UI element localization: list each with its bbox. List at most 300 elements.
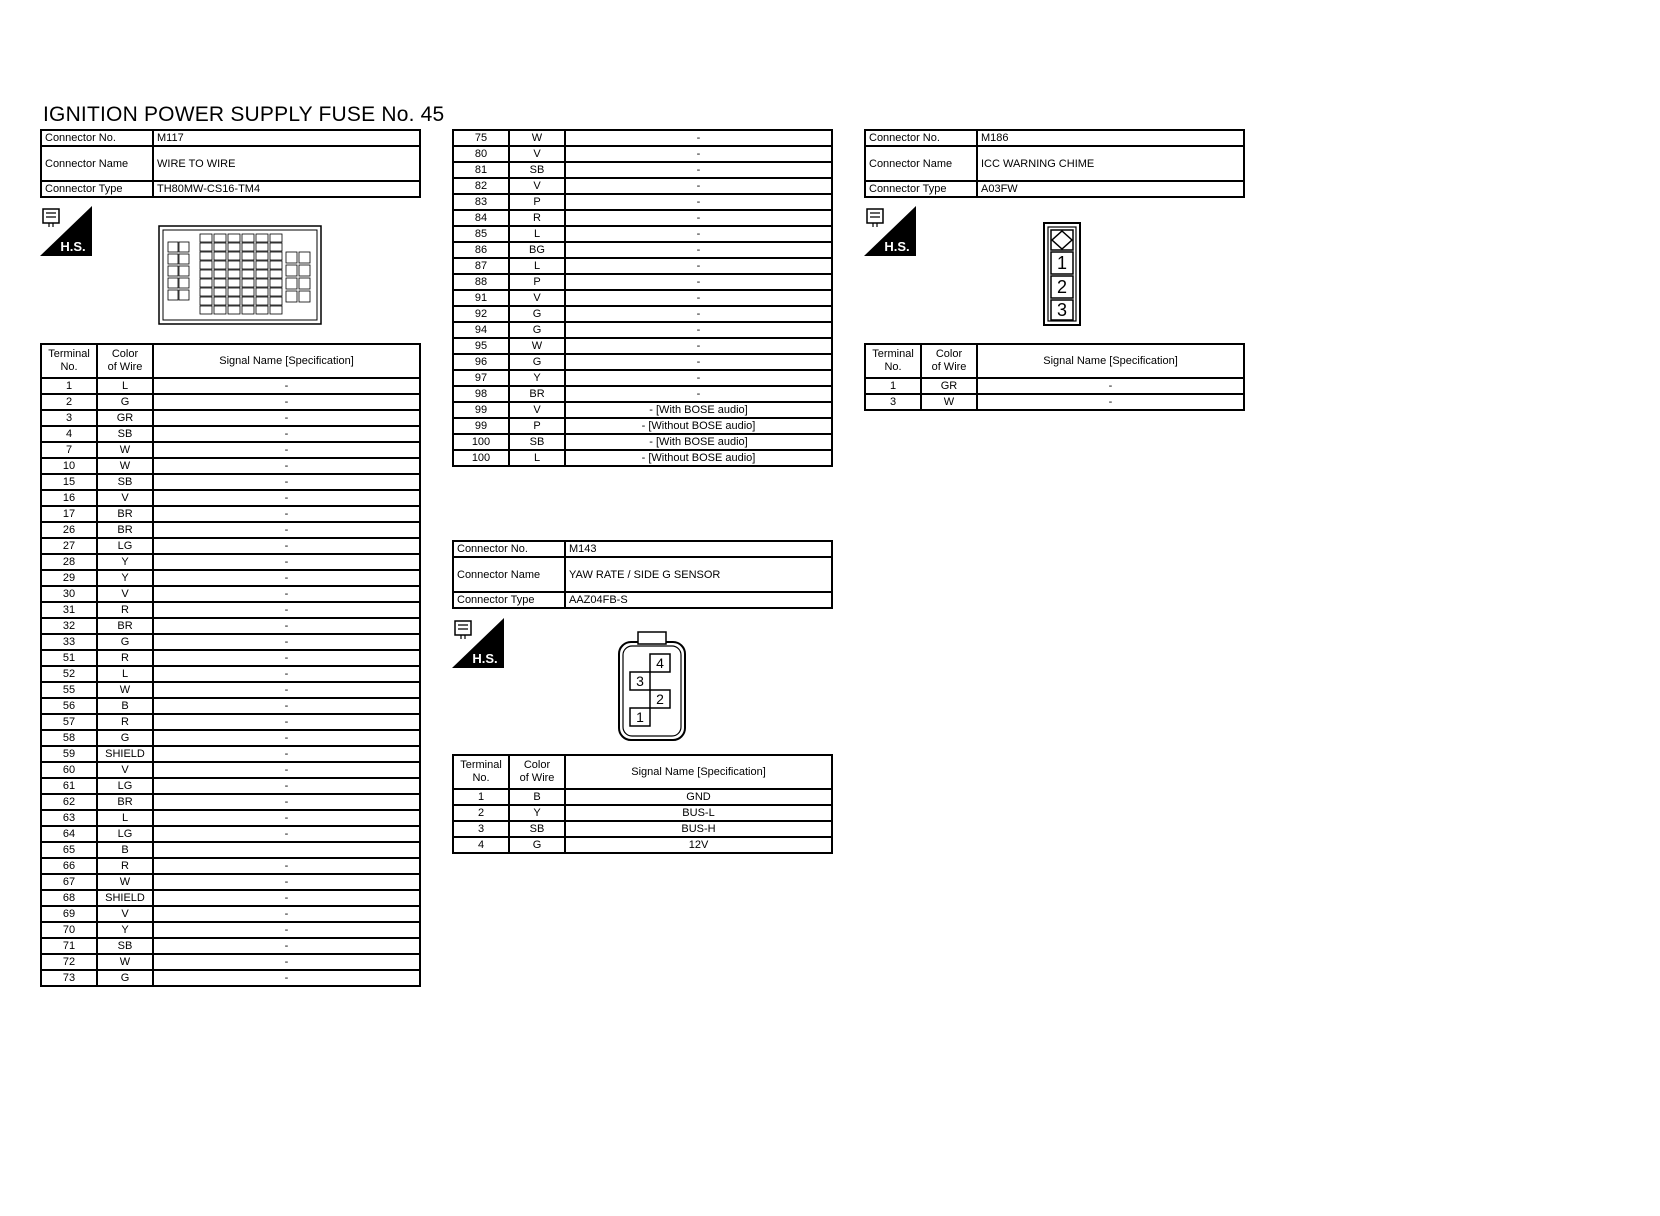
signal-cell: -	[977, 378, 1244, 394]
color-cell: SB	[509, 434, 565, 450]
signal-cell: GND	[565, 789, 832, 805]
cavity	[242, 261, 254, 269]
table-row	[453, 306, 832, 322]
conn-no-label: Connector No.	[41, 130, 153, 146]
signal-cell: -	[565, 370, 832, 386]
cavity	[242, 288, 254, 296]
terminal-cell: 67	[41, 874, 97, 890]
m143-conn-name: YAW RATE / SIDE G SENSOR	[565, 557, 832, 592]
table-row	[453, 370, 832, 386]
terminal-cell: 33	[41, 634, 97, 650]
signal-cell: -	[153, 762, 420, 778]
terminal-cell: 51	[41, 650, 97, 666]
signal-cell: BUS-L	[565, 805, 832, 821]
cavity	[214, 306, 226, 314]
terminal-cell: 28	[41, 554, 97, 570]
cavity	[242, 270, 254, 278]
terminal-cell: 10	[41, 458, 97, 474]
table-row	[41, 634, 420, 650]
signal-cell: -	[153, 954, 420, 970]
color-cell: W	[97, 442, 153, 458]
signal-cell: -	[153, 714, 420, 730]
m143-terminal-table	[452, 754, 833, 854]
table-row	[41, 970, 420, 986]
table-row	[453, 226, 832, 242]
cavity	[214, 279, 226, 287]
terminal-cell: 99	[453, 418, 509, 434]
terminal-cell: 97	[453, 370, 509, 386]
signal-cell: -	[153, 538, 420, 554]
signal-cell: - [Without BOSE audio]	[565, 418, 832, 434]
signal-cell: -	[153, 778, 420, 794]
terminal-cell: 63	[41, 810, 97, 826]
terminal-cell: 68	[41, 890, 97, 906]
table-row	[41, 730, 420, 746]
table-row	[453, 162, 832, 178]
table-row	[41, 554, 420, 570]
signal-cell: -	[153, 490, 420, 506]
signal-cell: -	[565, 306, 832, 322]
cavity	[200, 234, 212, 242]
conn-type-label: Connector Type	[865, 181, 977, 197]
pin-label: 2	[656, 691, 664, 707]
cavity	[242, 306, 254, 314]
signal-cell: -	[153, 698, 420, 714]
table-row	[41, 570, 420, 586]
color-cell: BG	[509, 242, 565, 258]
cavity	[179, 266, 189, 276]
cavity	[286, 265, 297, 276]
color-cell: B	[97, 842, 153, 858]
cavity	[242, 297, 254, 305]
table-row	[41, 954, 420, 970]
terminal-cell: 75	[453, 130, 509, 146]
cavity	[200, 279, 212, 287]
terminal-cell: 15	[41, 474, 97, 490]
color-cell: R	[97, 714, 153, 730]
m117-terminal-table	[40, 343, 421, 987]
terminal-cell: 100	[453, 450, 509, 466]
signal-cell: -	[153, 666, 420, 682]
cavity	[200, 288, 212, 296]
m117-conn-type: TH80MW-CS16-TM4	[153, 181, 420, 197]
signal-cell: -	[153, 506, 420, 522]
cavity	[270, 234, 282, 242]
signal-cell: -	[565, 338, 832, 354]
terminal-cell: 98	[453, 386, 509, 402]
color-header: Color of Wire	[509, 755, 565, 789]
conn-no-label: Connector No.	[453, 541, 565, 557]
color-cell: Y	[97, 570, 153, 586]
color-cell: P	[509, 274, 565, 290]
terminal-cell: 64	[41, 826, 97, 842]
color-cell: BR	[97, 506, 153, 522]
m143-header-table	[452, 540, 833, 609]
table-row	[453, 434, 832, 450]
cavity	[256, 261, 268, 269]
signal-cell: - [With BOSE audio]	[565, 434, 832, 450]
signal-cell: -	[565, 146, 832, 162]
m143-conn-type: AAZ04FB-S	[565, 592, 832, 608]
table-row	[41, 890, 420, 906]
table-row	[453, 805, 832, 821]
signal-cell: -	[565, 242, 832, 258]
signal-cell: -	[153, 890, 420, 906]
terminal-header: Terminal No.	[41, 344, 97, 378]
terminal-cell: 1	[865, 378, 921, 394]
color-header: Color of Wire	[97, 344, 153, 378]
color-cell: G	[509, 322, 565, 338]
cavity	[270, 306, 282, 314]
signal-cell: -	[153, 410, 420, 426]
terminal-cell: 69	[41, 906, 97, 922]
signal-cell: -	[153, 426, 420, 442]
terminal-cell: 83	[453, 194, 509, 210]
signal-cell: -	[565, 322, 832, 338]
terminal-cell: 62	[41, 794, 97, 810]
m143-conn-no: M143	[565, 541, 832, 557]
color-cell: V	[97, 490, 153, 506]
color-cell: Y	[97, 922, 153, 938]
table-row	[453, 290, 832, 306]
terminal-cell: 31	[41, 602, 97, 618]
table-row	[453, 322, 832, 338]
cavity	[168, 254, 178, 264]
signal-cell: -	[153, 570, 420, 586]
table-row	[453, 338, 832, 354]
table-row	[41, 874, 420, 890]
table-row	[865, 378, 1244, 394]
signal-cell: -	[565, 354, 832, 370]
terminal-cell: 82	[453, 178, 509, 194]
terminal-cell: 100	[453, 434, 509, 450]
cavity	[299, 265, 310, 276]
color-cell: V	[97, 586, 153, 602]
signal-cell: -	[977, 394, 1244, 410]
terminal-cell: 84	[453, 210, 509, 226]
table-row	[41, 810, 420, 826]
pin-label: 3	[636, 673, 644, 689]
cavity	[214, 243, 226, 251]
signal-cell: -	[153, 730, 420, 746]
color-cell: P	[509, 418, 565, 434]
terminal-cell: 16	[41, 490, 97, 506]
terminal-cell: 2	[453, 805, 509, 821]
cavity	[168, 290, 178, 300]
terminal-cell: 81	[453, 162, 509, 178]
signal-cell: -	[153, 634, 420, 650]
color-cell: SB	[97, 426, 153, 442]
terminal-cell: 59	[41, 746, 97, 762]
terminal-cell: 32	[41, 618, 97, 634]
cavity	[200, 270, 212, 278]
color-cell: G	[97, 634, 153, 650]
color-cell: W	[97, 682, 153, 698]
table-row	[41, 522, 420, 538]
signal-cell: -	[565, 162, 832, 178]
cavity	[200, 261, 212, 269]
table-row	[453, 418, 832, 434]
signal-cell: -	[565, 386, 832, 402]
cavity	[200, 306, 212, 314]
terminal-cell: 87	[453, 258, 509, 274]
color-cell: W	[921, 394, 977, 410]
m117-terminal-table-continued	[452, 129, 833, 467]
harness-side-icon	[864, 206, 916, 256]
table-row	[41, 666, 420, 682]
signal-cell: -	[153, 874, 420, 890]
table-row	[453, 274, 832, 290]
cavity	[168, 242, 178, 252]
cavity	[270, 261, 282, 269]
table-row	[865, 394, 1244, 410]
signal-cell: - [With BOSE audio]	[565, 402, 832, 418]
conn-type-label: Connector Type	[41, 181, 153, 197]
terminal-cell: 86	[453, 242, 509, 258]
terminal-cell: 29	[41, 570, 97, 586]
cavity	[228, 306, 240, 314]
table-row	[41, 410, 420, 426]
terminal-cell: 55	[41, 682, 97, 698]
terminal-cell: 2	[41, 394, 97, 410]
m117-conn-name: WIRE TO WIRE	[153, 146, 420, 181]
cavity	[228, 270, 240, 278]
signal-cell: -	[153, 474, 420, 490]
signal-cell: -	[153, 922, 420, 938]
color-cell: W	[97, 954, 153, 970]
color-cell: R	[509, 210, 565, 226]
table-row	[41, 858, 420, 874]
table-row	[41, 906, 420, 922]
cavity	[256, 234, 268, 242]
signal-cell: -	[153, 810, 420, 826]
signal-cell: -	[153, 458, 420, 474]
color-cell: V	[97, 762, 153, 778]
cavity	[286, 291, 297, 302]
cavity	[168, 278, 178, 288]
signal-header: Signal Name [Specification]	[565, 755, 832, 789]
color-cell: L	[97, 378, 153, 394]
cavity	[179, 242, 189, 252]
table-row	[41, 746, 420, 762]
terminal-cell: 1	[41, 378, 97, 394]
color-cell: L	[97, 810, 153, 826]
table-row	[453, 450, 832, 466]
terminal-cell: 3	[41, 410, 97, 426]
table-row	[41, 842, 420, 858]
color-cell: B	[509, 789, 565, 805]
terminal-cell: 7	[41, 442, 97, 458]
m117-connector-diagram	[158, 222, 323, 327]
signal-cell: -	[153, 858, 420, 874]
m186-conn-no: M186	[977, 130, 1244, 146]
m143-connector-diagram	[616, 630, 688, 744]
table-row	[453, 386, 832, 402]
table-row	[41, 490, 420, 506]
terminal-cell: 66	[41, 858, 97, 874]
m117-conn-no: M117	[153, 130, 420, 146]
cavity	[270, 279, 282, 287]
terminal-cell: 58	[41, 730, 97, 746]
signal-cell: -	[153, 442, 420, 458]
terminal-cell: 61	[41, 778, 97, 794]
terminal-header: Terminal No.	[865, 344, 921, 378]
table-row	[453, 194, 832, 210]
table-row	[41, 938, 420, 954]
signal-cell: -	[153, 554, 420, 570]
table-row	[453, 258, 832, 274]
cavity	[270, 243, 282, 251]
signal-cell: -	[565, 290, 832, 306]
terminal-cell: 57	[41, 714, 97, 730]
cavity	[270, 270, 282, 278]
signal-cell: -	[153, 794, 420, 810]
m117-header-table	[40, 129, 421, 198]
color-cell: LG	[97, 778, 153, 794]
color-cell: L	[97, 666, 153, 682]
page-title: IGNITION POWER SUPPLY FUSE No. 45	[43, 103, 445, 126]
signal-cell: -	[565, 178, 832, 194]
table-row	[41, 602, 420, 618]
terminal-cell: 65	[41, 842, 97, 858]
cavity	[228, 243, 240, 251]
pin-label: 2	[1056, 277, 1068, 297]
pin-label: 1	[636, 709, 644, 725]
table-row	[41, 922, 420, 938]
conn-name-label: Connector Name	[865, 146, 977, 181]
cavity	[242, 234, 254, 242]
terminal-cell: 94	[453, 322, 509, 338]
signal-cell	[153, 842, 420, 858]
signal-cell: -	[153, 682, 420, 698]
signal-cell: -	[153, 826, 420, 842]
color-cell: SB	[509, 162, 565, 178]
cavity	[256, 252, 268, 260]
table-row	[453, 210, 832, 226]
table-row	[41, 778, 420, 794]
color-cell: W	[509, 130, 565, 146]
cavity	[242, 279, 254, 287]
pin-label: 1	[1056, 253, 1068, 273]
color-cell: SHIELD	[97, 890, 153, 906]
color-cell: SB	[97, 474, 153, 490]
color-cell: SHIELD	[97, 746, 153, 762]
cavity	[256, 288, 268, 296]
terminal-cell: 91	[453, 290, 509, 306]
m186-connector-diagram	[1043, 222, 1081, 326]
cavity	[179, 290, 189, 300]
table-row	[41, 426, 420, 442]
color-cell: BR	[97, 522, 153, 538]
terminal-cell: 70	[41, 922, 97, 938]
terminal-cell: 80	[453, 146, 509, 162]
cavity	[286, 278, 297, 289]
cavity	[214, 261, 226, 269]
pin-label: 4	[656, 655, 664, 671]
signal-header: Signal Name [Specification]	[153, 344, 420, 378]
terminal-cell: 17	[41, 506, 97, 522]
signal-cell: -	[565, 258, 832, 274]
terminal-cell: 60	[41, 762, 97, 778]
color-cell: LG	[97, 538, 153, 554]
cavity	[299, 252, 310, 263]
table-row	[41, 682, 420, 698]
signal-cell: -	[153, 394, 420, 410]
terminal-cell: 73	[41, 970, 97, 986]
cavity	[214, 297, 226, 305]
table-row	[41, 794, 420, 810]
harness-side-icon	[40, 206, 92, 256]
color-cell: SB	[97, 938, 153, 954]
color-cell: BR	[97, 794, 153, 810]
terminal-cell: 99	[453, 402, 509, 418]
signal-cell: -	[565, 210, 832, 226]
cavity	[228, 234, 240, 242]
terminal-cell: 96	[453, 354, 509, 370]
cavity	[179, 278, 189, 288]
pin-label: 3	[1056, 300, 1068, 320]
table-row	[453, 130, 832, 146]
terminal-cell: 71	[41, 938, 97, 954]
color-cell: G	[509, 354, 565, 370]
cavity	[242, 243, 254, 251]
color-cell: V	[97, 906, 153, 922]
color-cell: W	[97, 874, 153, 890]
table-row	[41, 458, 420, 474]
cavity	[242, 252, 254, 260]
color-cell: Y	[97, 554, 153, 570]
color-cell: GR	[97, 410, 153, 426]
color-cell: GR	[921, 378, 977, 394]
cavity	[270, 288, 282, 296]
terminal-cell: 52	[41, 666, 97, 682]
color-cell: Y	[509, 370, 565, 386]
signal-cell: BUS-H	[565, 821, 832, 837]
hs-label: H.S.	[60, 239, 86, 254]
cavity	[179, 254, 189, 264]
terminal-cell: 88	[453, 274, 509, 290]
cavity	[214, 252, 226, 260]
table-row	[453, 402, 832, 418]
table-row	[41, 618, 420, 634]
conn-no-label: Connector No.	[865, 130, 977, 146]
table-row	[41, 586, 420, 602]
color-cell: SB	[509, 821, 565, 837]
cavity	[256, 297, 268, 305]
signal-cell: -	[565, 130, 832, 146]
color-cell: V	[509, 146, 565, 162]
signal-cell: -	[565, 274, 832, 290]
cavity	[270, 252, 282, 260]
table-row	[41, 826, 420, 842]
table-row	[41, 474, 420, 490]
signal-cell: -	[153, 938, 420, 954]
color-cell: V	[509, 178, 565, 194]
color-header: Color of Wire	[921, 344, 977, 378]
table-row	[41, 650, 420, 666]
color-cell: L	[509, 226, 565, 242]
terminal-cell: 85	[453, 226, 509, 242]
signal-cell: -	[565, 226, 832, 242]
cavity	[228, 261, 240, 269]
harness-side-icon	[452, 618, 504, 668]
table-row	[41, 714, 420, 730]
color-cell: G	[97, 970, 153, 986]
cavity	[228, 279, 240, 287]
signal-cell: -	[153, 746, 420, 762]
table-row	[41, 698, 420, 714]
signal-cell: - [Without BOSE audio]	[565, 450, 832, 466]
